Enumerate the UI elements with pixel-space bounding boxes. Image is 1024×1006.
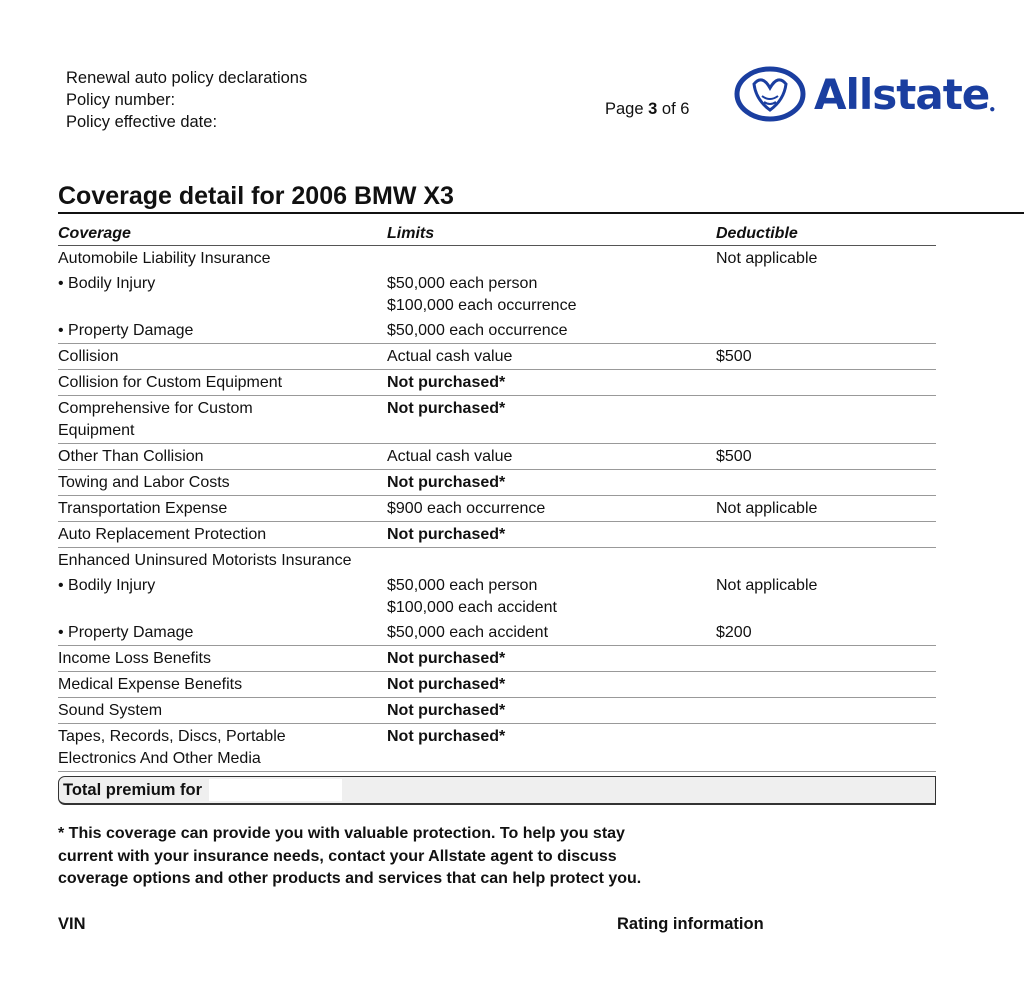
total-premium-label: Total premium for (63, 781, 203, 799)
hands-icon (734, 66, 806, 122)
rating-information-label: Rating information (617, 914, 764, 933)
deductible-cell: Not applicable (716, 496, 936, 522)
table-row (58, 724, 936, 772)
coverage-cell: • Property Damage (58, 318, 387, 344)
limits-cell: Not purchased* (387, 698, 716, 724)
table-row (58, 573, 936, 620)
col-deductible: Deductible (716, 222, 936, 246)
footnote: * This coverage can provide you with valuable protection. To help you stay current with your insurance needs, contact your Allstate agent to discuss coverage options and other products and services that can help protect you. (58, 825, 642, 887)
coverage-cell: • Bodily Injury (58, 577, 156, 594)
deductible-cell (716, 548, 936, 574)
deductible-cell (716, 672, 936, 698)
limits-cell: $50,000 each person $100,000 each occurrence (387, 275, 577, 314)
page-total: of 6 (657, 100, 690, 118)
coverage-cell: Sound System (58, 698, 387, 724)
coverage-cell: Medical Expense Benefits (58, 672, 387, 698)
limits-cell: Actual cash value (387, 344, 716, 370)
deductible-cell (716, 318, 936, 344)
page-indicator (605, 100, 689, 119)
limits-cell: $50,000 each person $100,000 each accident (387, 577, 557, 616)
deductible-cell (716, 724, 936, 772)
limits-cell: Not purchased* (387, 672, 716, 698)
limits-cell: $50,000 each accident (387, 620, 716, 646)
deductible-cell (716, 271, 936, 318)
coverage-cell: • Bodily Injury (58, 275, 156, 292)
redacted-field (209, 779, 342, 801)
page-number: 3 (648, 100, 658, 118)
col-limits: Limits (387, 222, 716, 246)
limits-cell: $50,000 each occurrence (387, 318, 716, 344)
table-row (58, 496, 936, 522)
allstate-logo (734, 66, 995, 122)
total-premium-row (58, 776, 936, 805)
col-coverage: Coverage (58, 222, 387, 246)
coverage-table (58, 222, 936, 772)
page-title: Coverage detail for 2006 BMW X3 (58, 182, 454, 210)
limits-cell: Not purchased* (387, 646, 716, 672)
limits-cell (387, 246, 716, 272)
policy-header (66, 67, 307, 133)
limits-cell: Not purchased* (387, 370, 716, 396)
table-row (58, 344, 936, 370)
coverage-cell: Comprehensive for Custom Equipment (58, 396, 387, 444)
title-divider (58, 212, 1024, 214)
coverage-cell: Collision (58, 344, 387, 370)
policy-number-label: Policy number: (66, 91, 176, 109)
deductible-cell: $500 (716, 444, 936, 470)
coverage-cell: • Property Damage (58, 620, 387, 646)
limits-cell (387, 548, 716, 574)
table-row (58, 548, 936, 574)
vin-label: VIN (58, 914, 86, 933)
coverage-section (58, 222, 936, 939)
policy-effective-date-label: Policy effective date: (66, 113, 218, 131)
table-row (58, 444, 936, 470)
table-row (58, 522, 936, 548)
coverage-cell: Enhanced Uninsured Motorists Insurance (58, 552, 352, 569)
table-row (58, 698, 936, 724)
limits-cell: $900 each occurrence (387, 496, 716, 522)
deductible-cell: Not applicable (716, 250, 818, 267)
deductible-cell (716, 470, 936, 496)
deductible-cell: Not applicable (716, 577, 818, 594)
registered-mark: ● (989, 103, 996, 115)
deductible-cell: $500 (716, 344, 936, 370)
coverage-cell: Other Than Collision (58, 444, 387, 470)
deductible-cell (716, 370, 936, 396)
table-row (58, 318, 936, 344)
table-row (58, 646, 936, 672)
table-row (58, 246, 936, 272)
table-row (58, 672, 936, 698)
limits-cell: Not purchased* (387, 724, 716, 772)
coverage-cell: Tapes, Records, Discs, Portable Electronics And Other Media (58, 724, 387, 772)
coverage-cell: Auto Replacement Protection (58, 522, 387, 548)
deductible-cell (716, 646, 936, 672)
coverage-cell: Collision for Custom Equipment (58, 370, 387, 396)
coverage-cell: Towing and Labor Costs (58, 470, 387, 496)
limits-cell: Not purchased* (387, 396, 716, 444)
deductible-cell: $200 (716, 620, 936, 646)
limits-cell: Actual cash value (387, 444, 716, 470)
coverage-cell: Income Loss Benefits (58, 646, 387, 672)
table-row (58, 396, 936, 444)
doc-type: Renewal auto policy declarations (66, 69, 308, 87)
limits-cell: Not purchased* (387, 522, 716, 548)
table-row (58, 271, 936, 318)
table-row (58, 620, 936, 646)
coverage-cell: Automobile Liability Insurance (58, 250, 271, 267)
limits-cell: Not purchased* (387, 470, 716, 496)
deductible-cell (716, 522, 936, 548)
vehicle-info-row (58, 915, 936, 939)
page-prefix: Page (605, 100, 649, 118)
table-row (58, 470, 936, 496)
coverage-cell: Transportation Expense (58, 496, 387, 522)
deductible-cell (716, 698, 936, 724)
deductible-cell (716, 396, 936, 444)
logo-text: Allstate (814, 69, 990, 119)
table-row (58, 370, 936, 396)
